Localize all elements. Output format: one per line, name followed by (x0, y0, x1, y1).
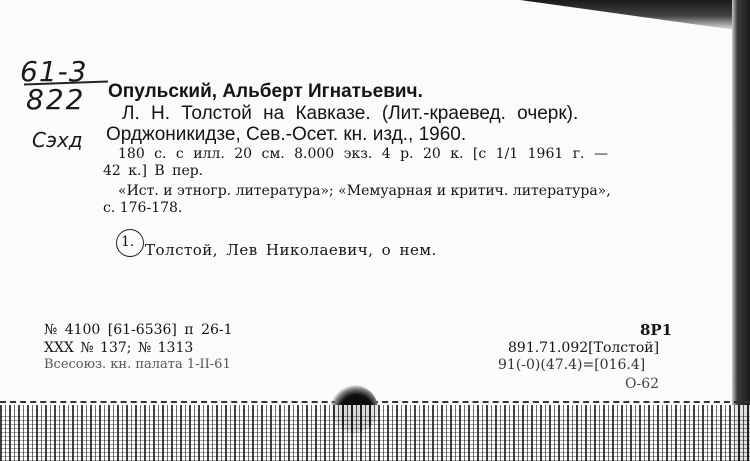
udc-line-1: 891.71.092[Толстой] (508, 340, 660, 356)
udc-line-2: 91(-0)(47.4)=[016.4] (498, 357, 646, 373)
series-line-1: «Ист. и этногр. литература»; «Мемуарная и критич. литература», (118, 183, 611, 199)
series-line-2: с. 176-178. (103, 200, 183, 216)
author-heading: Опульский, Альберт Игнатьевич. (108, 81, 423, 102)
scan-noise-bottom-overlay (0, 415, 750, 461)
handwritten-shelf-mark: 61-3 (20, 55, 88, 88)
registry-line: XXX № 137; № 1313 (44, 340, 194, 356)
classification-8r1: 8Р1 (640, 321, 673, 339)
scan-edge-right (732, 0, 750, 461)
handwritten-note: Сэхд (32, 128, 83, 152)
subject-heading: Толстой, Лев Николаевич, о нем. (145, 241, 437, 259)
title-line: Л. Н. Толстой на Кавказе. (Лит.-краевед. очерк). (122, 103, 579, 124)
subject-number: 1. (121, 234, 135, 250)
physical-description-line-2: 42 к.] В пер. (103, 163, 204, 179)
scan-edge-top (520, 0, 750, 32)
handwritten-number: 822 (26, 83, 86, 116)
publication-line: Орджоникидзе, Сев.-Осет. кн. изд., 1960. (106, 124, 467, 145)
chamber-line: Всесоюз. кн. палата 1-II-61 (44, 357, 231, 372)
physical-description-line-1: 180 с. с илл. 20 см. 8.000 экз. 4 р. 20 к. [с 1/1 1961 г. — (118, 146, 608, 162)
author-mark: О-62 (625, 376, 660, 392)
card-number-line: № 4100 [61-6536] п 26-1 (44, 322, 233, 338)
